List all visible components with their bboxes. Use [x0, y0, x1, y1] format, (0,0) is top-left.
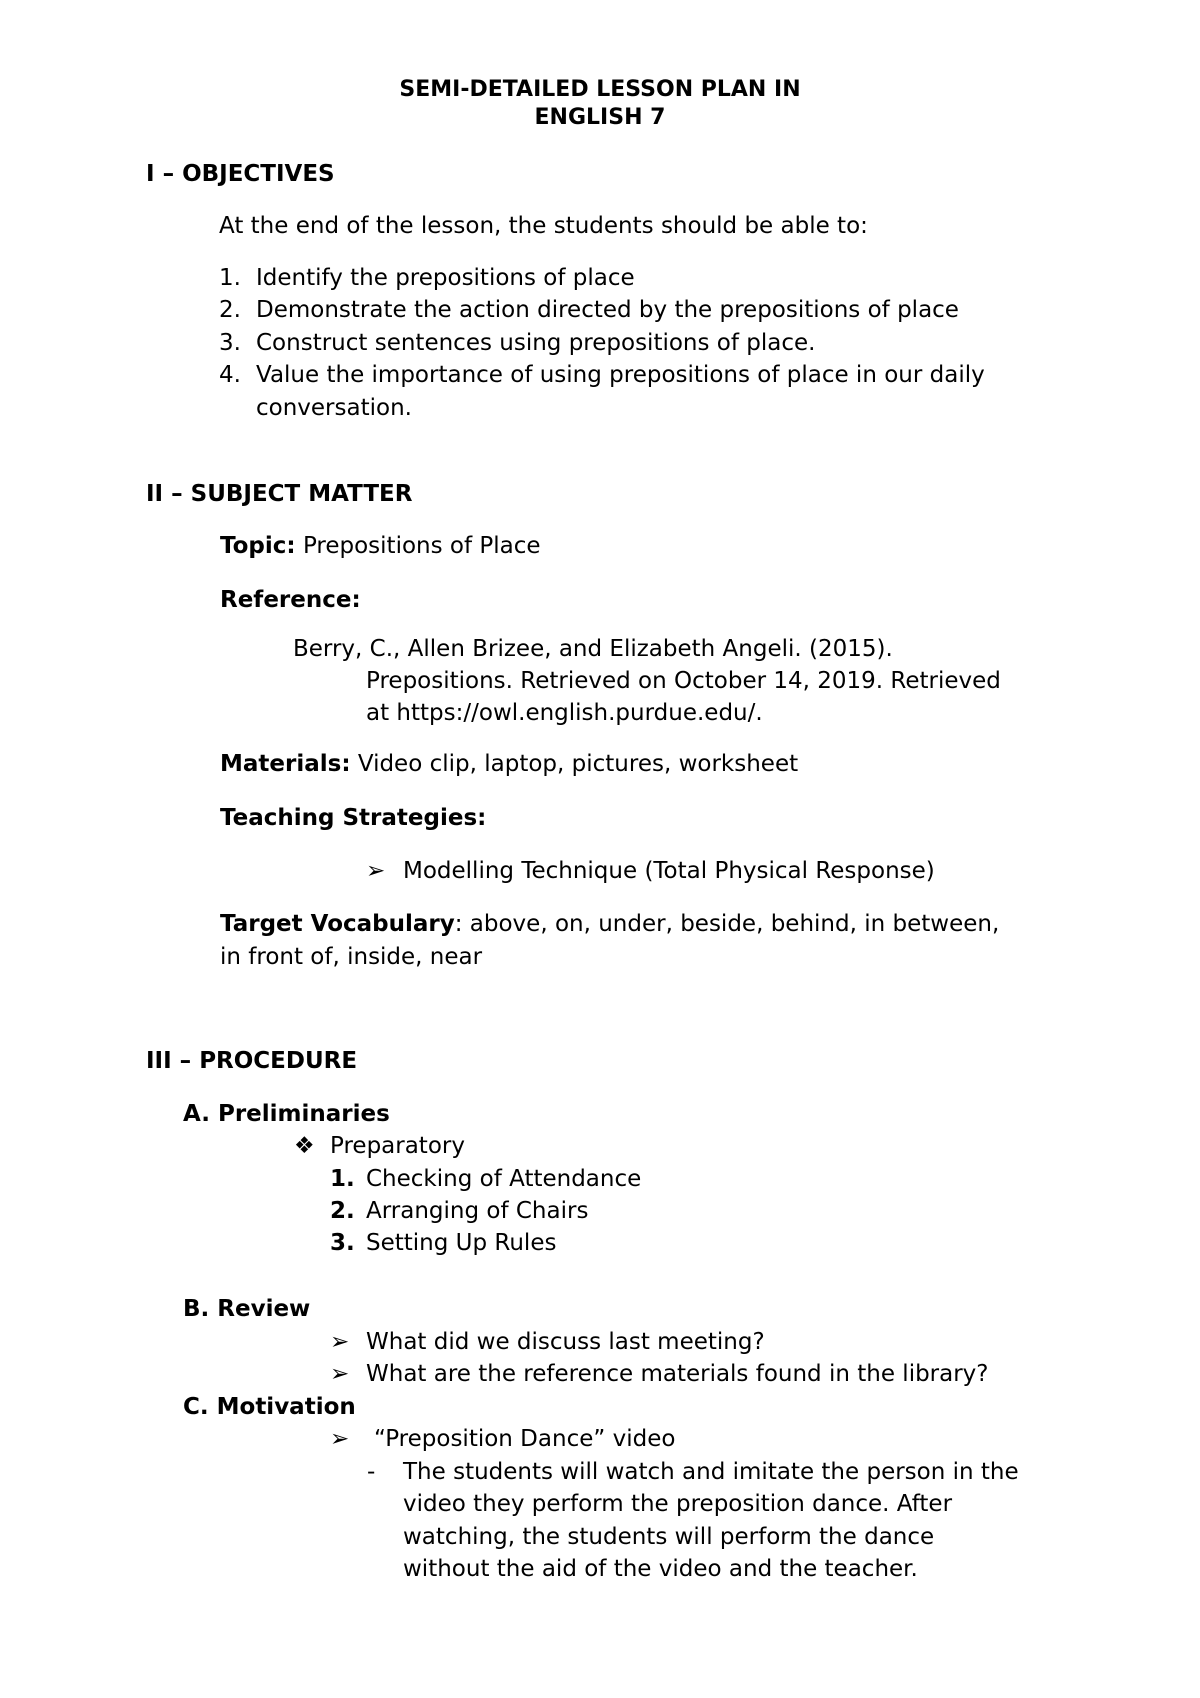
teaching-strategies-label: Teaching Strategies: [220, 805, 487, 831]
motivation-detail: video they perform the preposition dance. After [403, 1491, 953, 1517]
teaching-strategy-item: Modelling Technique (Total Physical Response) [403, 858, 935, 884]
arrow-bullet-icon: ➢ [330, 1426, 350, 1452]
review-question: What are the reference materials found in the library? [366, 1361, 989, 1387]
target-vocabulary-continuation: in front of, inside, near [220, 944, 483, 970]
objective-number: 1. [219, 265, 241, 291]
objective-item: Identify the prepositions of place [256, 265, 635, 291]
dash-bullet: - [367, 1459, 376, 1485]
motivation-detail: watching, the students will perform the dance [403, 1524, 935, 1550]
target-vocabulary-label: Target Vocabulary [220, 911, 455, 937]
motivation-detail: The students will watch and imitate the person in the [403, 1459, 1019, 1485]
materials-value: Video clip, laptop, pictures, worksheet [357, 751, 799, 777]
objective-number: 3. [219, 330, 241, 356]
objective-item: Construct sentences using prepositions of place. [256, 330, 816, 356]
objectives-intro: At the end of the lesson, the students should be able to: [219, 213, 868, 239]
reference-citation: Prepositions. Retrieved on October 14, 2019. Retrieved [366, 668, 1001, 694]
review-question: What did we discuss last meeting? [366, 1329, 765, 1355]
reference-citation: Berry, C., Allen Brizee, and Elizabeth Angeli. (2015). [293, 636, 893, 662]
document-subtitle: ENGLISH 7 [534, 105, 666, 130]
topic-label: Topic: [220, 533, 296, 559]
motivation-detail: without the aid of the video and the teacher. [403, 1556, 918, 1582]
procedure-heading: III – PROCEDURE [146, 1048, 358, 1074]
objectives-heading: I – OBJECTIVES [146, 161, 335, 187]
subject-matter-heading: II – SUBJECT MATTER [146, 481, 413, 507]
objective-number: 4. [219, 362, 241, 388]
motivation-label: C. Motivation [183, 1394, 356, 1420]
reference-citation: at https://owl.english.purdue.edu/. [366, 700, 763, 726]
topic-value: Prepositions of Place [302, 533, 541, 559]
preparatory-number: 1. [330, 1166, 355, 1192]
preparatory-item: Setting Up Rules [366, 1230, 557, 1256]
target-vocabulary-value: : above, on, under, beside, behind, in between, [454, 911, 1000, 937]
target-vocabulary-line [220, 913, 999, 936]
topic-line [220, 535, 541, 558]
preparatory-item: Checking of Attendance [366, 1166, 642, 1192]
diamond-bullet-icon: ❖ [294, 1133, 315, 1159]
review-label: B. Review [183, 1296, 311, 1322]
objective-item: Value the importance of using prepositions of place in our daily [256, 362, 985, 388]
objective-item-continuation: conversation. [256, 395, 412, 421]
preliminaries-label: A. Preliminaries [183, 1101, 390, 1127]
materials-label: Materials: [220, 751, 351, 777]
preparatory-label: Preparatory [330, 1133, 465, 1159]
objective-item: Demonstrate the action directed by the prepositions of place [256, 297, 959, 323]
arrow-bullet-icon: ➢ [330, 1329, 350, 1355]
objective-number: 2. [219, 297, 241, 323]
reference-label: Reference: [220, 587, 361, 613]
materials-line [220, 753, 798, 776]
arrow-bullet-icon: ➢ [330, 1361, 350, 1387]
motivation-item: “Preposition Dance” video [374, 1426, 676, 1452]
document-title: SEMI-DETAILED LESSON PLAN IN [399, 77, 801, 102]
preparatory-number: 2. [330, 1198, 355, 1224]
preparatory-item: Arranging of Chairs [366, 1198, 589, 1224]
preparatory-number: 3. [330, 1230, 355, 1256]
arrow-bullet-icon: ➢ [366, 858, 386, 884]
